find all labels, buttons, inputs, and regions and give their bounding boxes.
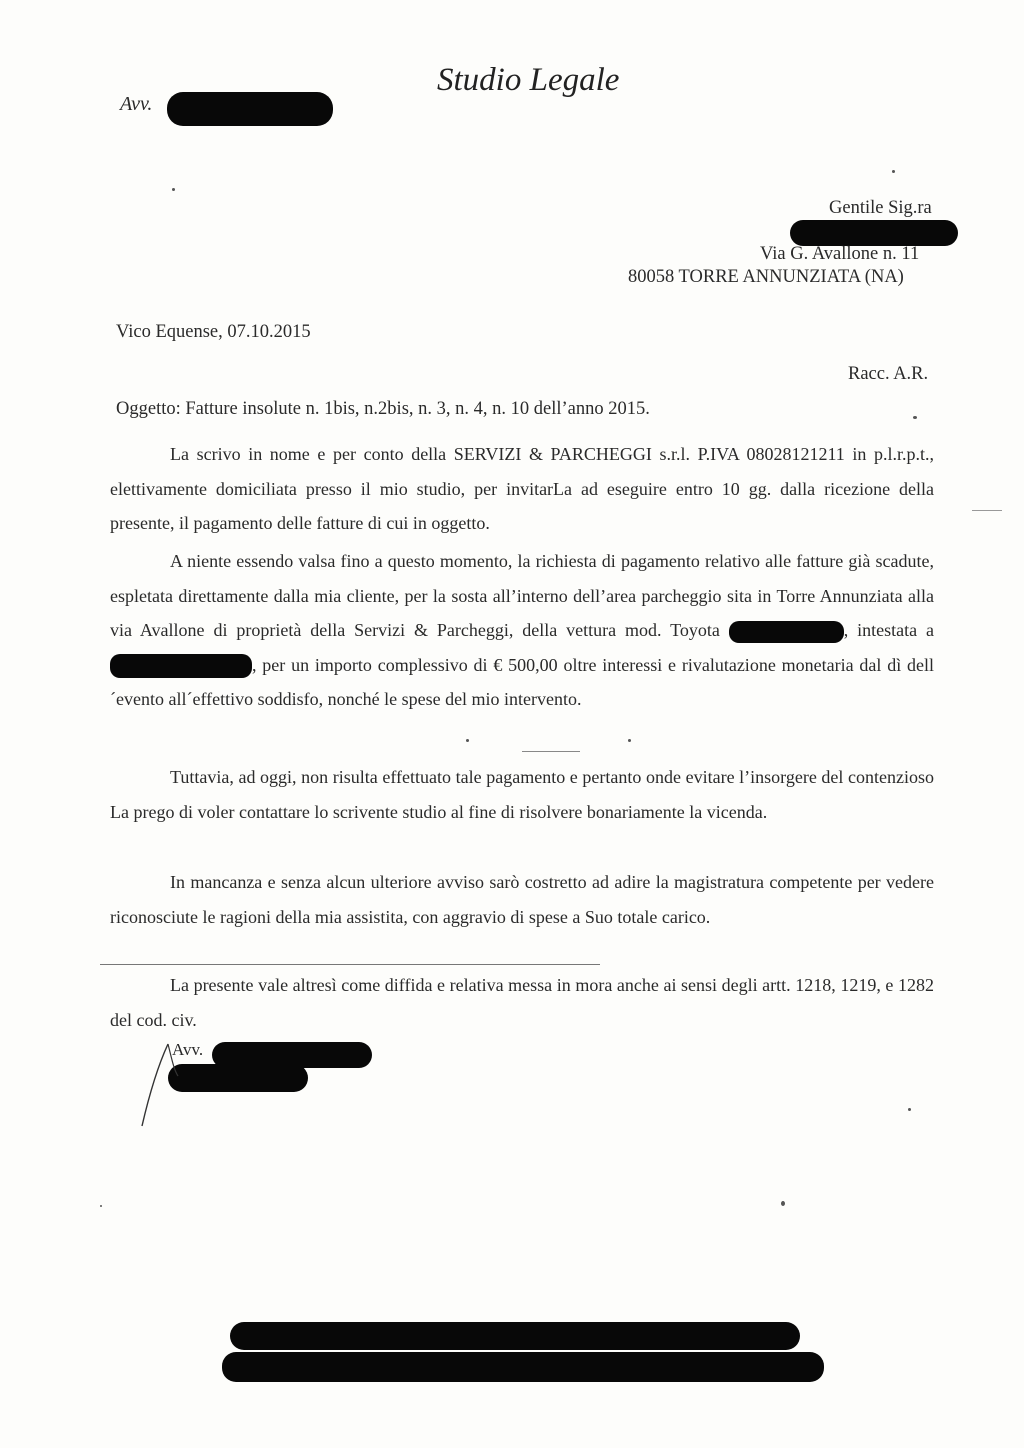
scan-speck [781, 1201, 785, 1206]
scan-mark [972, 510, 1002, 511]
paragraph-4-text: In mancanza e senza alcun ulteriore avviso sarò costretto ad adire la magistratura competente per vedere riconosciute le ragioni della mia assistita, con aggravio di spese a Suo totale carico. [110, 872, 934, 927]
paragraph-2-intestata: , intestata a [843, 620, 934, 640]
signature-stroke [138, 1040, 188, 1130]
paragraph-4 [110, 865, 934, 934]
signature-avv-prefix: Avv. [172, 1040, 204, 1059]
paragraph-5-text: La presente vale altresì come diffida e relativa messa in mora anche ai sensi degli artt. 1218, 1219, e 1282 del cod. civ. [110, 975, 934, 1030]
scan-line [100, 964, 600, 965]
paragraph-1 [110, 437, 934, 541]
paragraph-2-text-a: A niente essendo valsa fino a questo momento, la richiesta di pagamento relativo alle fatture già scadute, espletata direttamente dalla mia cliente, per la sosta all’interno dell’area parcheggio sita in Torre Annunziata alla via Avallone di proprietà della Servizi & Parcheggi, della vettura mod. [110, 551, 934, 640]
paragraph-1-text: La scrivo in nome e per conto della SERVIZI & PARCHEGGI s.r.l. P.IVA 08028121211 in p.l.r.p.t., elettivamente domiciliata presso il mio studio, per invitarLa ad eseguire entro 10 gg. dalla ricezione della presente, il pagamento delle fatture di cui in oggetto. [110, 444, 934, 533]
delivery-method: Racc. A.R. [848, 364, 929, 384]
place-date: Vico Equense, 07.10.2015 [116, 322, 311, 342]
redacted-footer-line-2 [222, 1352, 824, 1382]
scan-speck [466, 739, 469, 742]
redacted-vehicle-plate [729, 621, 844, 643]
scan-speck [908, 1108, 911, 1111]
paragraph-3 [110, 760, 934, 829]
paragraph-2-text-b: , per un importo complessivo di € 500,00 oltre interessi e rivalutazione monetaria dal dì dell´evento all´effettivo soddisfo, nonché le spese del mio intervento. [110, 654, 934, 709]
redacted-sender-name [167, 92, 333, 126]
scan-speck [913, 416, 917, 419]
scan-mark [522, 751, 580, 752]
scan-speck [628, 739, 631, 742]
redacted-recipient-name [790, 220, 958, 246]
paragraph-2 [110, 544, 934, 717]
scan-speck [172, 188, 175, 191]
recipient-street: Via G. Avallone n. 11 [760, 244, 920, 264]
recipient-city: 80058 TORRE ANNUNZIATA (NA) [628, 267, 904, 287]
letterhead-title: Studio Legale [437, 62, 620, 98]
subject-line: Oggetto: Fatture insolute n. 1bis, n.2bis, n. 3, n. 4, n. 10 dell’anno 2015. [116, 399, 650, 419]
paragraph-2-toyota: Toyota [670, 620, 720, 640]
redacted-vehicle-owner [110, 654, 252, 678]
paragraph-3-text: Tuttavia, ad oggi, non risulta effettuato tale pagamento e pertanto onde evitare l’insorgere del contenzioso La prego di voler contattare lo scrivente studio al fine di risolvere bonariamente la vicenda. [110, 767, 934, 822]
sender-avv-prefix: Avv. [120, 93, 153, 115]
redacted-footer-line-1 [230, 1322, 800, 1350]
recipient-salutation: Gentile Sig.ra [829, 198, 932, 218]
redacted-signature-name-2 [168, 1064, 308, 1092]
scan-speck [100, 1205, 102, 1207]
scan-speck [892, 170, 895, 173]
paragraph-5 [110, 968, 934, 1037]
